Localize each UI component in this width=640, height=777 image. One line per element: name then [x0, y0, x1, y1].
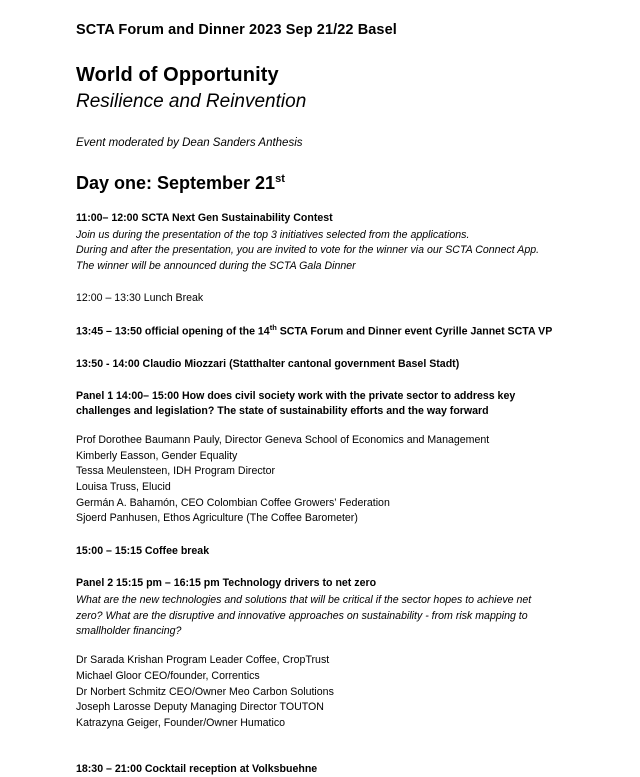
- event-moderator: Event moderated by Dean Sanders Anthesis: [76, 137, 303, 149]
- session-heading: [76, 323, 584, 340]
- day-heading-text: Day one: September 21: [76, 173, 276, 193]
- session-cocktail-reception: [76, 762, 584, 777]
- document-header: SCTA Forum and Dinner 2023 Sep 21/22 Basel: [76, 22, 397, 38]
- list-item: Kimberly Easson, Gender Equality: [76, 449, 238, 462]
- session-heading-ordinal: th: [269, 323, 277, 333]
- session-panel-2: [76, 576, 584, 731]
- session-detail-line: Join us during the presentation of the top 3 initiatives selected from the applications.: [76, 229, 470, 242]
- list-item: Dr Norbert Schmitz CEO/Owner Meo Carbon Solutions: [76, 685, 334, 698]
- session-detail-line: What are the new technologies and solutions that will be critical if the sector hopes to achieve net: [76, 594, 532, 607]
- section-spacer: [76, 732, 584, 762]
- session-detail-line: During and after the presentation, you are invited to vote for the winner via our SCTA Connect App.: [76, 244, 540, 257]
- session-next-gen-contest: [76, 211, 584, 274]
- list-item: Dr Sarada Krishan Program Leader Coffee, CropTrust: [76, 654, 330, 667]
- page-title: World of Opportunity: [76, 64, 279, 86]
- day-heading: [76, 173, 584, 194]
- list-item: Prof Dorothee Baumann Pauly, Director Geneva School of Economics and Management: [76, 434, 490, 447]
- session-detail-line: zero? What are the disruptive and innovative approaches on sustainability - from risk mapping to: [76, 609, 528, 622]
- session-heading: 11:00– 12:00 SCTA Next Gen Sustainability Contest: [76, 212, 333, 224]
- list-item: Sjoerd Panhusen, Ethos Agriculture (The Coffee Barometer): [76, 512, 358, 525]
- session-detail-line: The winner will be announced during the SCTA Gala Dinner: [76, 259, 356, 272]
- session-claudio-miozzari: [76, 357, 584, 372]
- session-coffee-break: [76, 544, 584, 559]
- session-panel-1: [76, 389, 584, 527]
- list-item: Michael Gloor CEO/founder, Correntics: [76, 669, 260, 682]
- session-heading-post: SCTA Forum and Dinner event Cyrille Jannet SCTA VP: [276, 326, 553, 338]
- day-heading-ordinal: st: [275, 173, 285, 185]
- session-heading-line-2: challenges and legislation? The state of sustainability efforts and the way forward: [76, 405, 489, 418]
- panel-2-speaker-list: [76, 653, 584, 731]
- session-heading: 13:50 - 14:00 Claudio Miozzari (Statthalter cantonal government Basel Stadt): [76, 358, 460, 371]
- panel-1-speaker-list: [76, 433, 584, 527]
- list-item: Katrazyna Geiger, Founder/Owner Humatico: [76, 716, 286, 729]
- session-heading-pre: 13:45 – 13:50 official opening of the 14: [76, 326, 270, 338]
- session-lunch-break: [76, 291, 584, 306]
- page-subtitle: Resilience and Reinvention: [76, 91, 307, 112]
- session-detail-line: smallholder financing?: [76, 624, 182, 637]
- session-heading: 18:30 – 21:00 Cocktail reception at Volksbuehne: [76, 762, 318, 775]
- session-plain-line: 12:00 – 13:30 Lunch Break: [76, 292, 204, 305]
- session-official-opening: [76, 323, 584, 340]
- list-item: Germán A. Bahamón, CEO Colombian Coffee Growers’ Federation: [76, 496, 390, 509]
- list-item: Joseph Larosse Deputy Managing Director TOUTON: [76, 701, 324, 714]
- session-heading: 15:00 – 15:15 Coffee break: [76, 545, 210, 558]
- session-heading: Panel 2 15:15 pm – 16:15 pm Technology drivers to net zero: [76, 577, 377, 590]
- list-item: Tessa Meulensteen, IDH Program Director: [76, 465, 275, 478]
- session-heading: Panel 1 14:00– 15:00 How does civil society work with the private sector to address key: [76, 390, 516, 403]
- list-item: Louisa Truss, Elucid: [76, 481, 171, 494]
